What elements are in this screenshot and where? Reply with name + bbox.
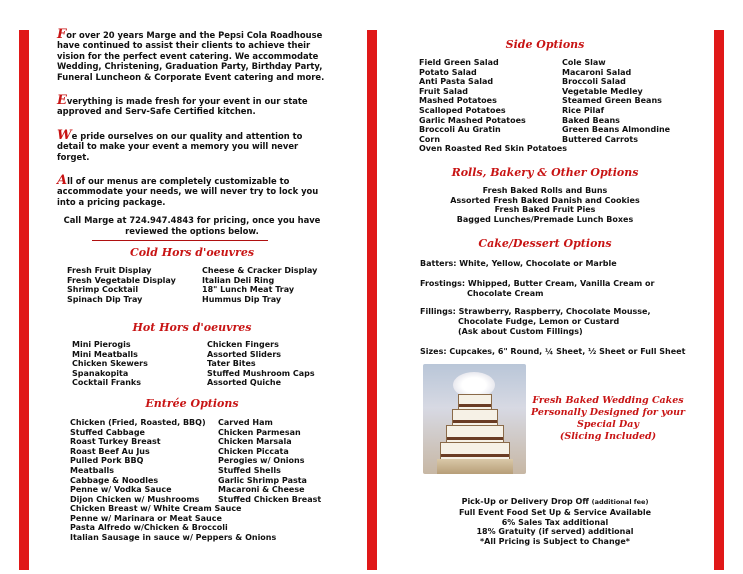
list-item: Rice Pilaf [562,105,605,115]
list-item: Roast Beef Au Jus [70,446,150,456]
list-item: Chicken Breast w/ White Cream Sauce [70,504,242,513]
call-line-2: reviewed the options below. [125,225,259,236]
cake-details [420,259,690,357]
list-item: Italian Deli Ring [202,275,275,285]
call-marge-note [57,215,327,236]
list-item: Cheese & Cracker Display [202,266,318,275]
left-red-bar [19,30,29,570]
list-item: Italian Sausage in sauce w/ Peppers & Onions [70,532,277,542]
section-divider [92,240,268,241]
list-item: Anti Pasta Salad [419,77,494,87]
list-item: Green Beans Almondine [562,125,671,135]
cake-stand [437,459,513,474]
list-item: Chicken (Fried, Roasted, BBQ) [70,418,206,427]
list-item: Steamed Green Beans [562,96,662,106]
wedding-line-1: Fresh Baked Wedding Cakes [532,395,684,406]
list-item: Assorted Sliders [207,349,282,359]
list-item: Chicken Piccata [218,446,289,456]
intro-paragraph-4: All of our menus are completely customizable to accommodate your needs, we will never try to lock you into a pricing package. [57,173,319,207]
cold-hors-list [67,266,317,304]
list-item: Tater Bites [207,359,256,369]
list-item: Buttered Carrots [562,134,638,144]
list-item: Mashed Potatoes [419,96,497,106]
intro-paragraph-2: Everything is made fresh for your event in our state approved and Serv-Safe Certified kitchen. [57,93,308,117]
list-item: Corn [419,134,441,144]
list-item: Carved Ham [218,418,273,427]
list-item: 18" Lunch Meat Tray [202,285,295,295]
list-item: Cabbage & Noodles [70,475,159,485]
footer-line-4: 18% Gratuity (if served) additional [476,527,634,537]
list-item: Assorted Fresh Baked Danish and Cookies [450,195,640,205]
footer-line-2: Full Event Food Set Up & Service Available [459,507,651,517]
list-item: Field Green Salad [419,58,499,67]
cake-tier-1 [458,394,492,410]
list-item: Chicken Fingers [207,340,279,349]
intro-paragraph-3: We pride ourselves on our quality and attention to detail to make your event a memory you will never forget. [57,127,303,162]
cake-fillings: Fillings: Strawberry, Raspberry, Chocolate Mousse, [420,307,651,316]
list-item: Stuffed Mushroom Caps [207,368,315,378]
cake-sizes: Sizes: Cupcakes, 6" Round, ¼ Sheet, ½ Sheet or Full Sheet [420,347,686,356]
side-options-heading: Side Options [505,38,585,51]
list-item: Fresh Fruit Display [67,266,152,275]
cake-frostings-cont: Chocolate Cream [467,289,544,298]
list-item: Spinach Dip Tray [67,294,143,304]
cake-tier-4 [440,442,510,460]
list-item: Perogies w/ Onions [218,456,305,466]
list-item: Pasta Alfredo w/Chicken & Broccoli [70,523,228,533]
left-panel [57,27,327,236]
hot-hors-list [72,340,315,388]
footer-line-3: 6% Sales Tax additional [501,517,609,527]
cake-fillings-note: (Ask about Custom Fillings) [458,327,583,336]
side-options-list [419,58,670,144]
cake-fillings-cont: Chocolate Fudge, Lemon or Custard [458,317,620,326]
list-item: Penne w/ Vodka Sauce [70,485,172,495]
list-item: Spanakopita [72,368,129,378]
entree-heading: Entrée Options [145,397,239,410]
footer-notes [420,497,690,547]
list-item: Scalloped Potatoes [419,105,506,115]
wedding-line-3: Special Day [577,419,639,430]
side-options-full: Oven Roasted Red Skin Potatoes [419,144,567,153]
list-item: Chicken Parmesan [218,427,301,437]
list-item: Baked Beans [562,115,620,125]
list-item: Dijon Chicken w/ Mushrooms [70,494,200,504]
list-item: Cocktail Franks [72,378,141,388]
wedding-cake-photo [423,364,526,474]
list-item: Mini Pierogis [72,340,131,349]
list-item: Bagged Lunches/Premade Lunch Boxes [456,214,634,224]
list-item: Fresh Baked Fruit Pies [494,205,596,215]
hot-hors-heading: Hot Hors d'oeuvres [132,321,252,334]
list-item: Cole Slaw [562,58,606,67]
rolls-heading: Rolls, Bakery & Other Options [451,166,639,179]
entree-list [70,418,321,504]
wedding-cake-note [528,395,688,443]
watermark: menupix [508,478,572,493]
right-red-bar [714,30,724,570]
footer-line-5: *All Pricing is Subject to Change* [480,537,630,547]
cake-tier-3 [446,425,504,443]
list-item: Macaroni Salad [562,67,632,77]
list-item: Stuffed Chicken Breast [218,494,322,504]
wedding-line-4: (Slicing Included) [559,431,657,442]
list-item: Fresh Baked Rolls and Buns [482,186,608,195]
footer-line-1: Pick-Up or Delivery Drop Off (additional fee) [461,497,649,506]
list-item: Broccoli Au Gratin [419,125,501,135]
cake-tier-2 [452,409,498,426]
list-item: Shrimp Cocktail [67,285,139,295]
cake-heading: Cake/Dessert Options [478,237,612,250]
list-item: Garlic Mashed Potatoes [419,115,526,125]
list-item: Mini Meatballs [72,349,138,359]
list-item: Fruit Salad [419,86,468,96]
list-item: Penne w/ Marinara or Meat Sauce [70,513,222,523]
list-item: Stuffed Cabbage [70,427,145,437]
middle-red-bar [367,30,377,570]
intro-paragraph-1: For over 20 years Marge and the Pepsi Cola Roadhouse have continued to assist their clients to achieve their vision for the perfect event catering. We accommodate Wedding, Christening, Graduation Party, Birthday Party, Funeral Luncheon & Corporate Event catering and more. [57,27,325,82]
list-item: Chicken Skewers [72,359,148,369]
list-item: Broccoli Salad [562,77,626,87]
list-item: Pulled Pork BBQ [70,456,144,466]
list-item: Chicken Marsala [218,437,292,447]
list-item: Vegetable Medley [562,86,643,96]
cold-hors-heading: Cold Hors d'oeuvres [129,246,255,259]
list-item: Meatballs [70,465,114,475]
cake-batters: Batters: White, Yellow, Chocolate or Marble [420,259,617,268]
list-item: Fresh Vegetable Display [67,275,176,285]
list-item: Macaroni & Cheese [218,485,305,495]
list-item: Assorted Quiche [207,378,282,388]
rolls-list [400,186,690,224]
wedding-line-2: Personally Designed for your [530,407,686,418]
list-item: Hummus Dip Tray [202,294,282,304]
cake-frostings: Frostings: Whipped, Butter Cream, Vanilla Cream or [420,279,655,288]
list-item: Stuffed Shells [218,465,281,475]
entree-list-full [70,504,276,542]
list-item: Roast Turkey Breast [70,437,161,447]
list-item: Garlic Shrimp Pasta [218,475,307,485]
call-line-1: Call Marge at 724.947.4843 for pricing, once you have [63,215,321,226]
list-item: Potato Salad [419,67,477,77]
